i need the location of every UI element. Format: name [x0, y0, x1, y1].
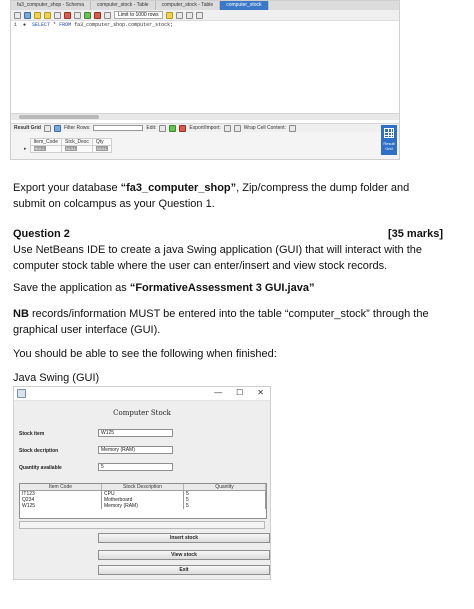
export-icon[interactable]: [224, 125, 231, 132]
cell-description: Memory (RAM): [102, 503, 184, 509]
filter-rows-input[interactable]: [93, 125, 143, 131]
question-2-heading: [13, 228, 443, 240]
column-header[interactable]: Stck_Desc: [61, 139, 92, 146]
cell-item-code: Q234: [20, 497, 102, 503]
tab-table-2[interactable]: computer_stock - Table: [156, 1, 221, 10]
save-icon[interactable]: [24, 12, 31, 19]
import-icon[interactable]: [234, 125, 241, 132]
stock-table-header: [20, 484, 266, 491]
grid-icon[interactable]: [44, 125, 51, 132]
gui-caption: Java Swing (GUI): [13, 372, 100, 384]
question-2-title: Question 2: [13, 228, 70, 240]
null-badge: NULL: [34, 146, 45, 151]
edit-row-icon[interactable]: [159, 125, 166, 132]
sql-editor[interactable]: 1 ● SELECT * FROM fa3_computer_shop.computer_stock;: [11, 20, 399, 128]
maximize-icon[interactable]: ☐: [236, 388, 244, 397]
stock-table: [19, 483, 267, 519]
stock-description-label: Stock decription: [19, 448, 59, 454]
export-import-label: Export/Import:: [189, 125, 221, 131]
wrap-cell-icon[interactable]: [289, 125, 296, 132]
rollback-icon[interactable]: [94, 12, 101, 19]
filter-rows-label: Filter Rows:: [63, 125, 91, 131]
horizontal-scrollbar[interactable]: [11, 113, 399, 120]
swing-window-screenshot: [13, 386, 271, 580]
column-header[interactable]: Item_Code: [30, 139, 61, 146]
file-name-bold: “FormativeAssessment 3 GUI.java”: [129, 282, 315, 294]
toggle-icon[interactable]: [74, 12, 81, 19]
result-grid: [21, 138, 112, 153]
filter-icon: [54, 125, 61, 132]
find-icon[interactable]: [176, 12, 183, 19]
result-grid-header: [21, 139, 112, 146]
delete-row-icon[interactable]: [179, 125, 186, 132]
sql-keyword-select: SELECT: [32, 22, 51, 28]
cell-quantity: 5: [184, 497, 266, 503]
java-app-icon: [17, 389, 26, 398]
exit-button[interactable]: Exit: [98, 565, 270, 575]
execute-lightning-icon[interactable]: [34, 12, 41, 19]
cell-description: Motherboard: [102, 497, 184, 503]
cell-description: CPU: [102, 491, 184, 497]
line-number: 1: [14, 22, 18, 28]
sql-star: *: [53, 22, 57, 28]
result-grid-toolbar: [11, 123, 399, 132]
tab-schema[interactable]: fa3_computer_shop - Schema: [11, 1, 91, 10]
row-limit-select[interactable]: Limit to 1000 rows: [114, 11, 163, 19]
cell-item-code: IT123: [20, 491, 102, 497]
explain-icon[interactable]: [54, 12, 61, 19]
close-icon[interactable]: ✕: [257, 388, 264, 397]
edit-label: Edit:: [146, 125, 157, 131]
table-row[interactable]: [20, 503, 266, 509]
cell-quantity: 5: [184, 503, 266, 509]
execute-current-icon[interactable]: [44, 12, 51, 19]
commit-icon[interactable]: [84, 12, 91, 19]
table-scroll-area: [19, 521, 265, 529]
result-grid-label: Result Grid: [14, 125, 41, 131]
result-grid-icon: [384, 128, 394, 138]
result-grid-side-label: Result Grid: [383, 141, 395, 151]
column-header[interactable]: Item Code: [20, 484, 102, 490]
minimize-icon[interactable]: —: [214, 388, 223, 397]
column-header[interactable]: Quantity: [184, 484, 266, 490]
column-header[interactable]: Qty: [92, 139, 111, 146]
null-badge: NULL: [96, 146, 108, 151]
nb-paragraph: NB records/information MUST be entered into the table “computer_stock” through the graphical user interface (GUI).: [13, 308, 429, 336]
save-instruction: Save the application as “FormativeAssessment 3 GUI.java”: [13, 282, 315, 294]
view-stock-button[interactable]: View stock: [98, 550, 270, 560]
auto-commit-icon[interactable]: [104, 12, 111, 19]
question-2-paragraph: Use NetBeans IDE to create a java Swing application (GUI) that will interact with the computer stock table where the user can enter/insert and view stock records.: [13, 244, 423, 272]
form-heading: Computer Stock: [113, 409, 171, 417]
db-name-bold: “fa3_computer_shop”: [120, 182, 237, 194]
stock-description-input[interactable]: Memory (RAM): [98, 446, 173, 454]
see-following-text: You should be able to see the following when finished:: [13, 348, 277, 360]
cell-quantity: 5: [184, 491, 266, 497]
question-2-marks: [35 marks]: [387, 228, 443, 240]
cell-item-code: W125: [20, 503, 102, 509]
sql-table-ref: fa3_computer_shop.computer_stock;: [74, 22, 174, 28]
sql-keyword-from: FROM: [59, 22, 72, 28]
wrap-icon[interactable]: [196, 12, 203, 19]
add-row-icon[interactable]: [169, 125, 176, 132]
result-grid-side-button[interactable]: [381, 125, 397, 155]
quantity-input[interactable]: 5: [98, 463, 173, 471]
sql-toolbar: [11, 10, 399, 20]
workbench-screenshot: [10, 0, 400, 160]
row-marker-icon: ▸: [24, 146, 27, 152]
swing-title-bar: [14, 387, 270, 401]
stock-item-input[interactable]: W125: [98, 429, 173, 437]
table-row[interactable]: [21, 146, 112, 153]
workbench-tab-bar: [11, 1, 399, 10]
open-folder-icon[interactable]: [14, 12, 21, 19]
tab-table-1[interactable]: computer_stock - Table: [91, 1, 156, 10]
beautify-icon[interactable]: [166, 12, 173, 19]
invisible-chars-icon[interactable]: [186, 12, 193, 19]
nb-bold: NB: [13, 308, 29, 320]
question-1-paragraph: Export your database “fa3_computer_shop”, Zip/compress the dump folder and submit on colcampus as your Question 1.: [13, 182, 410, 210]
wrap-cell-label: Wrap Cell Content:: [243, 125, 286, 131]
insert-stock-button[interactable]: Insert stock: [98, 533, 270, 543]
null-badge: NULL: [65, 146, 77, 151]
stock-item-label: Stock item: [19, 431, 45, 437]
tab-query-active[interactable]: computer_stock: [220, 1, 268, 10]
stop-icon[interactable]: [64, 12, 71, 19]
column-header[interactable]: Stock Description: [102, 484, 184, 490]
quantity-label: Quantity available: [19, 465, 62, 471]
